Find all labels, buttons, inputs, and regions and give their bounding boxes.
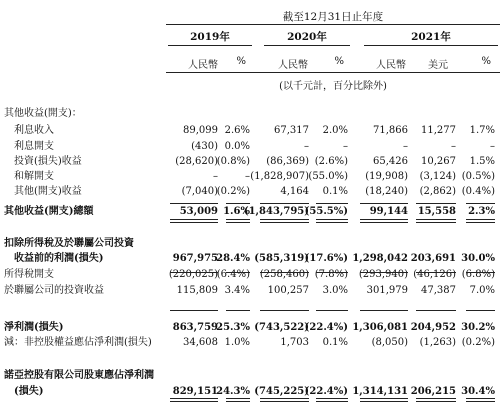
cell-value: 11,277 [421,125,456,136]
row-label: (損失) [14,386,44,397]
cell-value: 4,164 [280,186,309,197]
rule [360,203,408,204]
subhead-pct-2020: % [334,56,344,67]
cell-value: 829,151 [172,386,218,397]
year-2020-heading: 2020年 [287,31,327,43]
table-row [0,268,500,282]
cell-value: (18,240) [365,186,408,197]
rule [360,398,408,402]
cell-value: 3.4% [224,285,250,296]
rule [226,219,250,223]
rule [260,272,309,273]
cell-value: 25.3% [216,322,250,333]
rule [170,272,218,273]
cell-value: 15,558 [417,206,456,217]
year-2021-heading: 2021年 [411,31,451,43]
cell-value: 47,387 [421,285,456,296]
cell-value: 206,215 [410,386,456,397]
cell-value: (55.0%) [308,171,348,182]
rule [316,272,348,273]
rule [360,310,408,311]
table-row [0,140,500,154]
cell-value: (7,040) [181,186,218,197]
cell-value: (220,025) [168,269,218,280]
rule [170,398,218,402]
table-row [0,205,500,219]
cell-value: (55.5%) [304,206,348,217]
cell-value: – [213,171,218,182]
subhead-usd-2021: 美元 [428,60,448,71]
subhead-rmb-2019: 人民幣 [188,60,218,71]
table-row [0,107,500,121]
cell-value: – [304,141,309,152]
cell-value: (86,369) [266,156,309,167]
cell-value: (258,460) [259,269,309,280]
cell-value: (293,940) [358,269,408,280]
table-row [0,284,500,298]
rule [466,398,495,402]
cell-value: 203,691 [410,253,456,264]
row-label: 和解開支 [14,171,54,182]
rule [260,203,309,204]
cell-value: (6.8%) [461,269,495,280]
rule [260,219,309,223]
table-row [0,385,500,399]
rule [226,310,250,311]
rule [260,310,309,311]
rule [416,398,456,402]
cell-value: 10,267 [421,156,456,167]
cell-value: (0.5%) [461,171,495,182]
cell-value: (28,620) [175,156,218,167]
cell-value: 1,298,042 [352,253,408,264]
cell-value: (22.4%) [304,322,348,333]
cell-value: 1,314,131 [352,386,408,397]
cell-value: (585,319) [254,253,309,264]
cell-value: 30.2% [461,322,495,333]
cell-value: 2.6% [224,125,250,136]
rule [466,310,495,311]
cell-value: 2.0% [322,125,348,136]
cell-value: – [451,141,456,152]
rule [226,398,250,402]
cell-value: 1,306,081 [352,322,408,333]
cell-value: – [490,141,495,152]
rule [416,310,456,311]
row-label: 減：非控股權益應佔淨利潤(損失) [4,337,152,348]
cell-value: (0.4%) [461,186,495,197]
row-label: 其他收益(開支)總額 [4,206,94,217]
cell-value: 24.3% [216,386,250,397]
row-label: 其他收益(開支)： [4,108,82,119]
table-row [0,237,500,251]
cell-value: 204,952 [410,322,456,333]
subhead-pct-2021: % [481,56,491,67]
row-label: 利息收入 [14,125,54,136]
cell-value: (745,225) [254,386,309,397]
cell-value: (1,843,795) [243,206,309,217]
cell-value: 0.1% [322,337,348,348]
period-header: 截至12月31日止年度 [282,11,384,23]
subhead-rmb-2020: 人民幣 [278,60,308,71]
header-rule [166,24,500,25]
year-2020-rule [264,45,350,46]
rule [360,272,408,273]
rule [466,203,495,204]
cell-value: 7.0% [469,285,495,296]
table-row [0,321,500,335]
table-row [0,369,500,383]
row-label: 扣除所得稅及於聯屬公司投資 [4,238,134,249]
year-2019-heading: 2019年 [190,31,230,43]
cell-value: (2.6%) [314,156,348,167]
rule [416,219,456,223]
rule [416,203,456,204]
row-label: 諾亞控股有限公司股東應佔淨利潤 [4,370,154,381]
row-label: 於聯屬公司的投資收益 [4,285,104,296]
table-row [0,336,500,350]
rule [316,310,348,311]
subhead-rmb-2021: 人民幣 [376,60,406,71]
cell-value: (0.2%) [216,186,250,197]
cell-value: 65,426 [373,156,408,167]
cell-value: 71,866 [373,125,408,136]
cell-value: (430) [191,141,218,152]
cell-value: (6.4%) [216,269,250,280]
table-row [0,252,500,266]
cell-value: 100,257 [267,285,309,296]
subhead-rule [166,72,500,73]
cell-value: 863,759 [172,322,218,333]
row-label: 收益前的利潤(損失) [14,253,104,264]
table-row [0,170,500,184]
cell-value: (0.8%) [216,156,250,167]
cell-value: 1.5% [469,156,495,167]
cell-value: 301,979 [366,285,408,296]
cell-value: 89,099 [183,125,218,136]
cell-value: (1,828,907) [250,171,309,182]
cell-value: 0.1% [322,186,348,197]
rule [170,203,218,204]
year-2019-rule [168,45,252,46]
cell-value: (8,050) [371,337,408,348]
cell-value: 34,608 [183,337,218,348]
cell-value: (46,126) [413,269,456,280]
cell-value: 0.0% [224,141,250,152]
rule [226,203,250,204]
cell-value: 1.0% [224,337,250,348]
table-row [0,124,500,138]
cell-value: 2.3% [468,206,495,217]
rule [316,219,348,223]
cell-value: (19,908) [365,171,408,182]
cell-value: (0.2%) [461,337,495,348]
cell-value: (3,124) [419,171,456,182]
cell-value: (2,862) [419,186,456,197]
cell-value: (7.8%) [314,269,348,280]
rule [316,203,348,204]
rule [316,398,348,402]
cell-value: (743,522) [254,322,309,333]
cell-value: 1.7% [469,125,495,136]
row-label: 利息開支 [14,141,54,152]
cell-value: 28.4% [216,253,250,264]
rule [226,272,250,273]
cell-value: 99,144 [369,206,408,217]
unit-note: (以千元計，百分比除外) [279,81,387,92]
rule [170,219,218,223]
rule [170,310,218,311]
row-label: 投資(損失)收益 [14,156,82,167]
cell-value: 30.4% [461,386,495,397]
cell-value: 967,975 [172,253,218,264]
cell-value: 1.6% [223,206,250,217]
row-label: 其他(開支)收益 [14,186,82,197]
rule [360,219,408,223]
cell-value: 67,317 [274,125,309,136]
row-label: 淨利潤(損失) [4,322,64,333]
cell-value: – [403,141,408,152]
cell-value: – [245,171,250,182]
rule [466,219,495,223]
row-label: 所得稅開支 [4,269,54,280]
cell-value: 3.0% [322,285,348,296]
rule [466,272,495,273]
cell-value: (22.4%) [304,386,348,397]
rule [260,398,309,402]
cell-value: 30.0% [461,253,495,264]
rule [416,272,456,273]
cell-value: 115,809 [176,285,218,296]
cell-value: (17.6%) [304,253,348,264]
cell-value: 53,009 [179,206,218,217]
cell-value: – [343,141,348,152]
table-row [0,185,500,199]
cell-value: (1,263) [419,337,456,348]
table-row [0,155,500,169]
cell-value: 1,703 [280,337,309,348]
year-2021-rule [364,45,498,46]
subhead-pct-2019: % [236,56,246,67]
